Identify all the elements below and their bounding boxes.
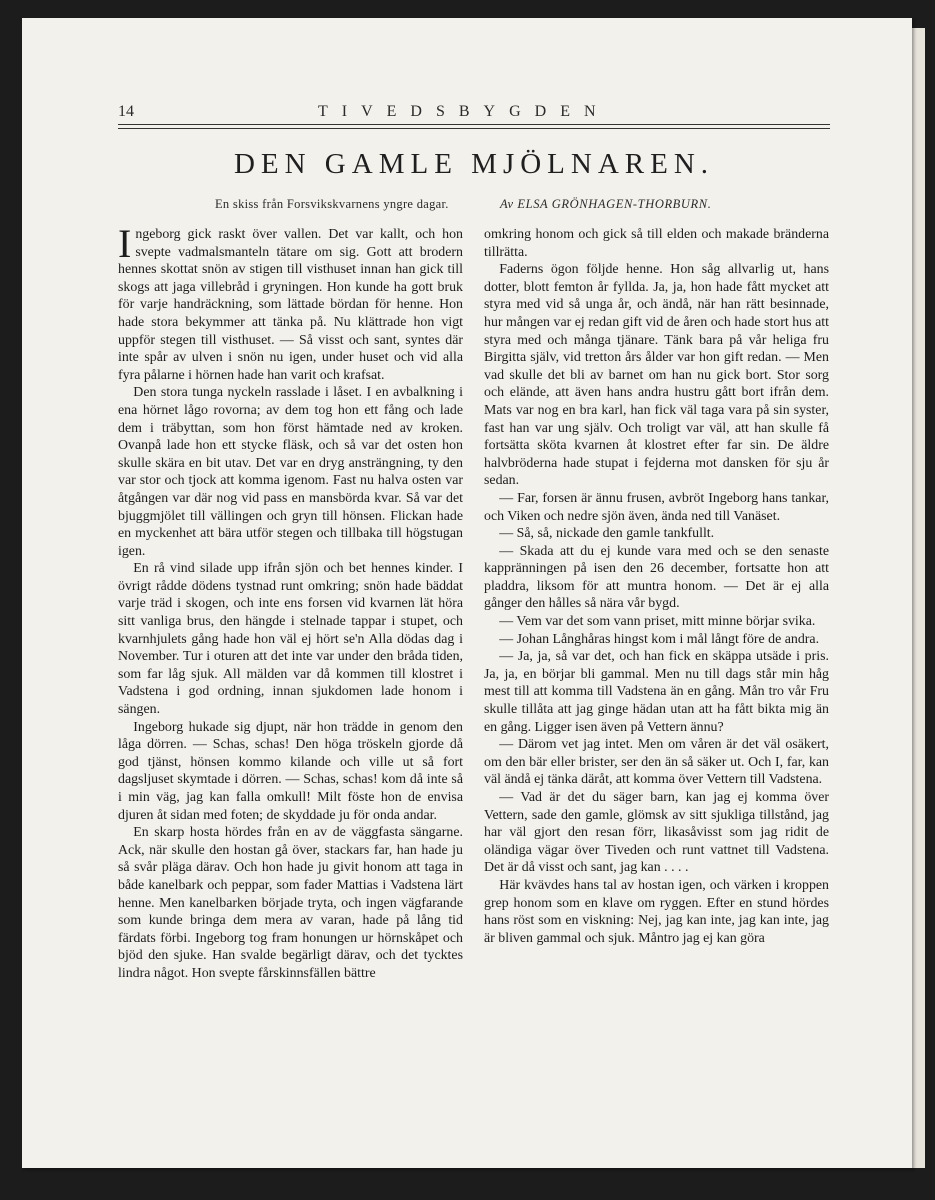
paragraph: Faderns ögon följde henne. Hon såg allvarlig ut, hans dotter, blott femton år fyllda. Ja, ja, hon hade fått mycket att styra med vid så unga år, och ändå, när han rätt besinnade, hur mången var ej redan gift vid de åren och hade stort hus att styra med och många tjänare. Tänk bara på vår heliga fru Birgitta själv, vid tretton års ålder var hon gift redan. — Men vad skulle det bli av barnet om han nu gick bort. Stor sorg och elände, att även hans andra hustru gått bort ifrån dem. Mats var nog en bra karl, han fick väl taga vara på sin syster, fast han var ung själv. Och troligt var väl, att han skulle få fortsätta sköta kvarnen åt klostret efter far sin. De äldre halvbröderna hade stupat i fejderna mot dansken för sju år sedan. <box>484 262 829 489</box>
paragraph: Ingeborg gick raskt över vallen. Det var kallt, och hon svepte vadmalsmanteln tätare om sig. Gott att brodern hennes skottat snön av stigen till visthuset innan han gick till skogs att jaga villebråd i gryningen. Hon kunde ha gott bruk för varje handräckning, som lättade bördan för henne. Hon hade stora bekymmer att tänka på. Nu klättrade hon vigt uppför stegen till visthuset. — Så visst och sant, syntes där inte spår av ulven i snön nu igen, under huset och vid alla fyra pålarne i hörnen hade han varit och krafsat. <box>118 221 463 383</box>
paragraph: — Skada att du ej kunde vara med och se den senaste kappränningen på isen den 26 december, fortsatte hon att pladdra, liksom för att muntra honom. — Det är ej alla gånger den hålles så nära vår bygd. <box>484 543 829 612</box>
journal-title: TIVEDSBYGDEN <box>318 103 610 120</box>
right-column <box>484 226 829 947</box>
header-rule-bottom <box>118 128 830 129</box>
paragraph: — Därom vet jag intet. Men om våren är det väl osäkert, om den bär eller brister, ser den än så säker ut. Och I, far, kan väl ändå ej tänka däråt, att komma över Vettern till Vadstena. <box>484 737 829 788</box>
page-number: 14 <box>118 103 134 120</box>
article-byline: Av ELSA GRÖNHAGEN-THORBURN. <box>500 197 712 211</box>
drop-cap: I <box>118 221 132 266</box>
paragraph: Här kvävdes hans tal av hostan igen, och värken i kroppen grep honom som en klave om ryggen. Efter en stund hördes hans röst som en viskning: Nej, jag kan inte, jag kan inte, jag är bliven gammal och sjuk. Måntro jag ej kan göra <box>484 877 829 946</box>
paragraph: — Far, forsen är ännu frusen, avbröt Ingeborg hans tankar, och Viken och nedre sjön även, ända ned till Vanäset. <box>484 490 829 524</box>
paragraph: — Ja, ja, så var det, och han fick en skäppa utsäde i pris. Ja, ja, en börjar bli gammal. Men nu till dags står min håg mest till att komma till Vadstena än en gång. Mån tro vår Fru skulle tillåta att jag ginge hädan utan att ha fått bikta mig än en gång. Ligger isen även på Vettern ännu? <box>484 649 829 735</box>
paragraph: — Vad är det du säger barn, kan jag ej komma över Vettern, sade den gamle, glömsk av sitt sjukliga tillstånd, jag har väl gjort den resan förr, likasåvisst som jag ridit de oländiga vägar över Tiveden och runt vattnet till Vadstena. Det är då visst och sant, jag kan . . . . <box>484 790 829 876</box>
paragraph: En rå vind silade upp ifrån sjön och bet hennes kinder. I övrigt rådde dödens tystnad runt omkring; snön hade bäddat varje träd i skogen, och inte ens forsen vid kvarnen lät höra sitt vanliga brus, den hängde i stelnade tappar i stupet, och kvarnhjulets gång hade hon väl ej hört se'n Alla dödas dag i November. Tur i oturen att det inte var under den bråda tiden, som far låg sjuk. All mälden var då kommen till klostret i Vadstena i god ordning, innan sjukdomen lade honom i sängen. <box>118 561 463 718</box>
article-title: DEN GAMLE MJÖLNAREN. <box>233 148 715 180</box>
paragraph: En skarp hosta hördes från en av de väggfasta sängarne. Ack, när skulle den hostan gå över, stackars far, han hade ju så svår pläga därav. Och hon hade ju givit honom att taga in både kanelbark och peppar, som fader Mattias i Vadstena lärt henne. Men kanelbarken började tryta, och ingen vägfarande som kunde bringa dem mera av varan, hade på lång tid färdats förbi. Ingeborg tog fram honungen ur hörnskåpet och bjöd den sjuke. Han svalde begärligt därav, och det tycktes lindra något. Hon svepte fårskinnsfällen bättre <box>118 825 463 981</box>
paragraph: — Vem var det som vann priset, mitt minne börjar svika. <box>499 614 816 630</box>
paragraph: — Så, så, nickade den gamle tankfullt. <box>499 526 715 542</box>
article-subtitle: En skiss från Forsvikskvarnens yngre dagar. <box>215 197 449 211</box>
running-header <box>118 103 830 123</box>
paragraph: Den stora tunga nyckeln rasslade i låset. I en avbalkning i ena hörnet lågo rovorna; av dem tog hon ett fång och lade dem i träbyttan, som hon först hämtade ned av kroken. Ovanpå lade hon ett stycke fläsk, och så var det osten hon skulle skära en bit utav. Det var en dryg ansträngning, ty den var stor och tjock att komma igenom. Fast nu halva osten var åtgången var där nog vid pass en mansbörda kvar. Så var det bjuggmjölet till vällingen och gryn till hönsen. Flickan hade en myckenhet att bära utför stegen och tillbaka till högstugan igen. <box>118 385 463 559</box>
paragraph: Ingeborg hukade sig djupt, när hon trädde in genom den låga dörren. — Schas, schas! Den höga tröskeln gjorde då god tjänst, hönsen kommo kilande och ville ut så fort dagsljuset skymtade i dörren. — Schas, schas! kom då inte så i min väg, jag kan falla omkull! Milt föste hon de envisa djuren åt sidan med foten; de skyddade ju för onda andar. <box>118 719 463 823</box>
left-column <box>118 221 463 983</box>
paragraph: omkring honom och gick så till elden och makade bränderna tillrätta. <box>484 227 829 260</box>
header-rule-top <box>118 124 830 125</box>
paragraph: — Johan Långhåras hingst kom i mål långt före de andra. <box>499 631 820 647</box>
